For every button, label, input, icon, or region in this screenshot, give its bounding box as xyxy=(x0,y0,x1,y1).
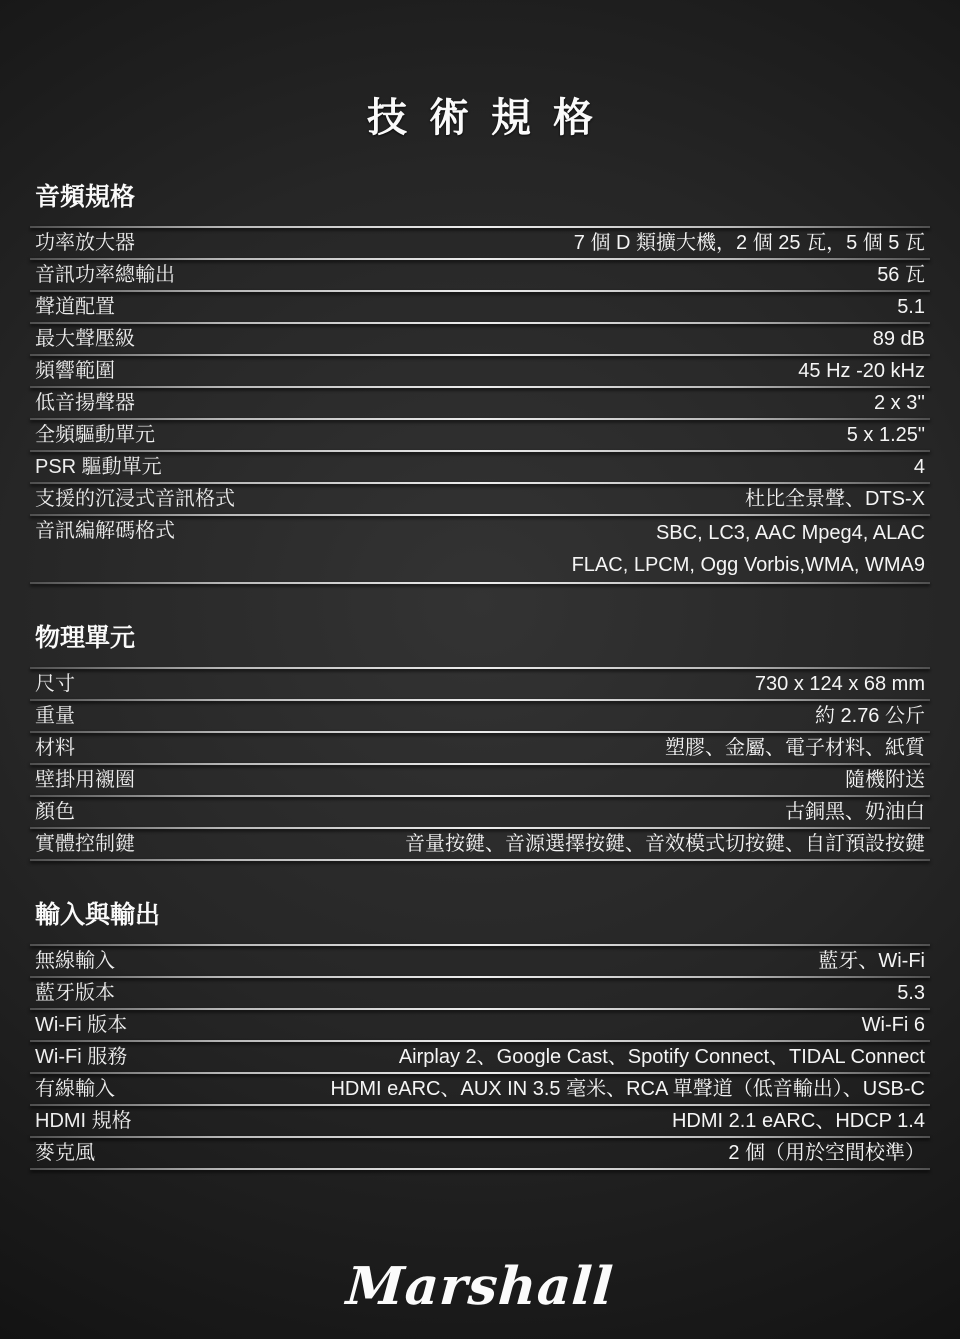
spec-value: 杜比全景聲、DTS-X xyxy=(745,488,925,510)
spec-label: 有線輸入 xyxy=(35,1078,115,1100)
spec-label: HDMI 規格 xyxy=(35,1110,132,1132)
spec-value: 隨機附送 xyxy=(845,769,925,791)
section-audio-specs xyxy=(30,177,930,584)
spec-row xyxy=(30,797,930,827)
spec-label: Wi-Fi 版本 xyxy=(35,1014,128,1036)
spec-value: 塑膠、金屬、電子材料、紙質 xyxy=(665,737,925,759)
section-heading: 物理單元 xyxy=(35,624,136,652)
spec-label: 音訊編解碼格式 xyxy=(35,520,175,542)
spec-label: 頻響範圍 xyxy=(35,360,115,382)
spec-label: 尺寸 xyxy=(35,673,75,695)
spec-value-line-2: FLAC, LPCM, Ogg Vorbis,WMA, WMA9 xyxy=(571,554,925,576)
spec-row xyxy=(30,765,930,795)
section-heading: 音頻規格 xyxy=(35,183,136,211)
spec-label: 藍牙版本 xyxy=(35,982,115,1004)
spec-value: Airplay 2、Google Cast、Spotify Connect、TIDAL Connect xyxy=(398,1046,925,1068)
spec-value: 5.3 xyxy=(897,982,925,1004)
spec-row xyxy=(30,388,930,418)
spec-label: 重量 xyxy=(35,705,75,727)
spec-label: 支援的沉浸式音訊格式 xyxy=(35,488,235,510)
spec-label: 實體控制鍵 xyxy=(35,833,135,855)
spec-row xyxy=(30,978,930,1008)
section-heading: 輸入與輸出 xyxy=(35,901,161,929)
divider xyxy=(30,582,930,584)
spec-value: 5 x 1.25" xyxy=(846,424,925,446)
spec-value: 藍牙、Wi-Fi xyxy=(818,950,925,972)
spec-row xyxy=(30,228,930,258)
spec-row xyxy=(30,701,930,731)
spec-row xyxy=(30,1042,930,1072)
spec-value: 古銅黑、奶油白 xyxy=(785,801,925,823)
spec-label: 壁掛用襯圈 xyxy=(35,769,135,791)
spec-row xyxy=(30,1106,930,1136)
spec-row xyxy=(30,324,930,354)
spec-value: Wi-Fi 6 xyxy=(861,1014,925,1036)
spec-row xyxy=(30,356,930,386)
divider xyxy=(30,1168,930,1170)
spec-value: 約 2.76 公斤 xyxy=(814,705,925,727)
page-title: 技術規格 xyxy=(367,96,615,140)
spec-row xyxy=(30,829,930,859)
spec-row xyxy=(30,1074,930,1104)
spec-row xyxy=(30,420,930,450)
spec-value: 7 個 D 類擴大機，2 個 25 瓦，5 個 5 瓦 xyxy=(573,232,925,254)
spec-value-line-1: SBC, LC3, AAC Mpeg4, ALAC xyxy=(655,522,925,544)
spec-row xyxy=(30,260,930,290)
spec-label: Wi-Fi 服務 xyxy=(35,1046,128,1068)
spec-value: 4 xyxy=(913,456,925,478)
spec-value: 45 Hz -20 kHz xyxy=(798,360,925,382)
spec-value xyxy=(572,516,925,582)
marshall-logo: Marshall xyxy=(344,1256,616,1317)
spec-row xyxy=(30,1010,930,1040)
spec-value: HDMI 2.1 eARC、HDCP 1.4 xyxy=(671,1110,925,1132)
spec-row xyxy=(30,946,930,976)
spec-label: 麥克風 xyxy=(35,1142,95,1164)
spec-label: 材料 xyxy=(35,737,75,759)
spec-value: 56 瓦 xyxy=(877,264,925,286)
spec-row xyxy=(30,733,930,763)
spec-value: 2 個（用於空間校準） xyxy=(728,1142,925,1164)
spec-label: 功率放大器 xyxy=(35,232,135,254)
spec-value: 89 dB xyxy=(872,328,925,350)
spec-label: 聲道配置 xyxy=(35,296,115,318)
spec-row xyxy=(30,292,930,322)
section-inputs-outputs xyxy=(30,895,930,1170)
spec-value: 5.1 xyxy=(897,296,925,318)
spec-row xyxy=(30,516,930,582)
spec-row xyxy=(30,1138,930,1168)
section-physical-unit xyxy=(30,618,930,861)
divider xyxy=(30,859,930,861)
spec-content xyxy=(0,177,960,1170)
spec-row xyxy=(30,452,930,482)
spec-value: HDMI eARC、AUX IN 3.5 毫米、RCA 單聲道（低音輸出）、USB-C xyxy=(330,1078,925,1100)
spec-value: 音量按鍵、音源選擇按鍵、音效模式切按鍵、自訂預設按鍵 xyxy=(405,833,925,855)
spec-label: PSR 驅動單元 xyxy=(35,456,162,478)
spec-label: 最大聲壓級 xyxy=(35,328,135,350)
spec-label: 全頻驅動單元 xyxy=(35,424,155,446)
spec-label: 顏色 xyxy=(35,801,75,823)
spec-label: 低音揚聲器 xyxy=(35,392,135,414)
spec-label: 音訊功率總輸出 xyxy=(35,264,175,286)
spec-value: 730 x 124 x 68 mm xyxy=(754,673,925,695)
spec-row xyxy=(30,669,930,699)
spec-label: 無線輸入 xyxy=(35,950,115,972)
spec-row xyxy=(30,484,930,514)
spec-value: 2 x 3'' xyxy=(874,392,925,414)
